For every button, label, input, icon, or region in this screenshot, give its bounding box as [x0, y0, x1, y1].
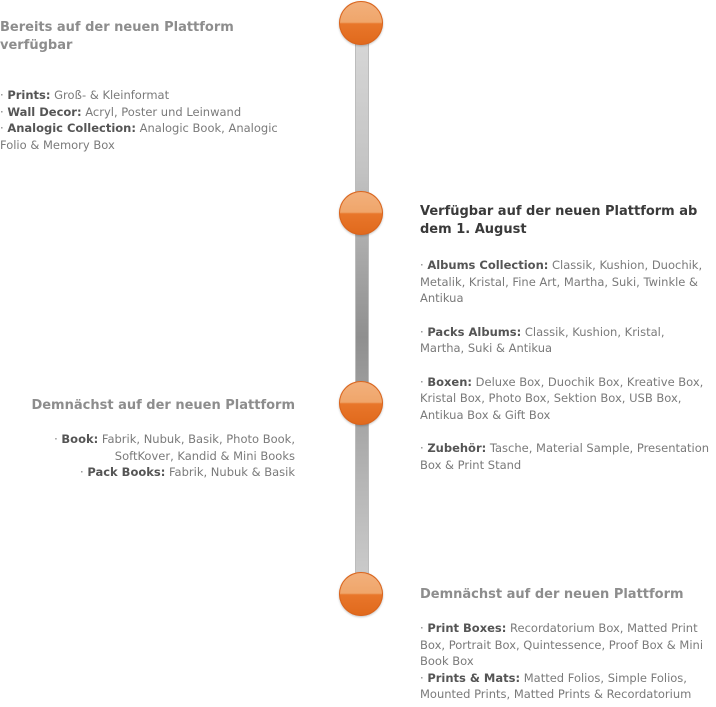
stage-2: [420, 203, 712, 473]
timeline-node-1: [339, 1, 383, 45]
stage-1-item: · Wall Decor: Acryl, Poster und Leinwand: [0, 104, 242, 119]
stage-3-item: · Book: Fabrik, Nubuk, Basik, Photo Book, SoftKover, Kandid & Mini Books: [54, 432, 295, 463]
stage-1: [0, 19, 292, 153]
timeline-node-4: [339, 572, 383, 616]
stage-2-title: Verfügbar auf der neuen Plattform ab dem 1. August: [420, 204, 698, 237]
stage-3-item: · Pack Books: Fabrik, Nubuk & Basik: [80, 465, 295, 479]
stage-2-item: · Zubehör: Tasche, Material Sample, Presentation Box & Print Stand: [420, 441, 710, 472]
stage-3-title: Demnächst auf der neuen Plattform: [31, 398, 295, 413]
timeline-node-3: [339, 381, 383, 425]
stage-1-title: Bereits auf der neuen Plattform verfügbar: [0, 20, 234, 53]
stage-1-item: · Prints: Groß- & Kleinformat: [0, 88, 170, 102]
stage-2-item: · Boxen: Deluxe Box, Duochik Box, Kreative Box, Kristal Box, Photo Box, Sektion Box, USB Box, Antikua Box & Gift Box: [420, 374, 704, 422]
stage-4-title: Demnächst auf der neuen Plattform: [420, 587, 684, 602]
stage-4-item: · Prints & Mats: Matted Folios, Simple Folios, Mounted Prints, Matted Prints & Recordatorium: [420, 670, 692, 701]
stage-4-item: · Print Boxes: Recordatorium Box, Matted Print Box, Portrait Box, Quintessence, Proof Box & Mini Book Box: [420, 621, 704, 668]
stage-1-item: · Analogic Collection: Analogic Book, Analogic Folio & Memory Box: [0, 121, 278, 152]
stage-4: [420, 586, 712, 703]
timeline-node-2: [339, 191, 383, 235]
stage-2-item: · Packs Albums: Classik, Kushion, Kristal, Martha, Suki & Antikua: [420, 324, 665, 355]
stage-3: [0, 397, 295, 481]
timeline-line: [355, 23, 369, 595]
stage-2-item: · Albums Collection: Classik, Kushion, Duochik, Metalik, Kristal, Fine Art, Martha, Suki, Twinkle & Antikua: [420, 258, 703, 305]
